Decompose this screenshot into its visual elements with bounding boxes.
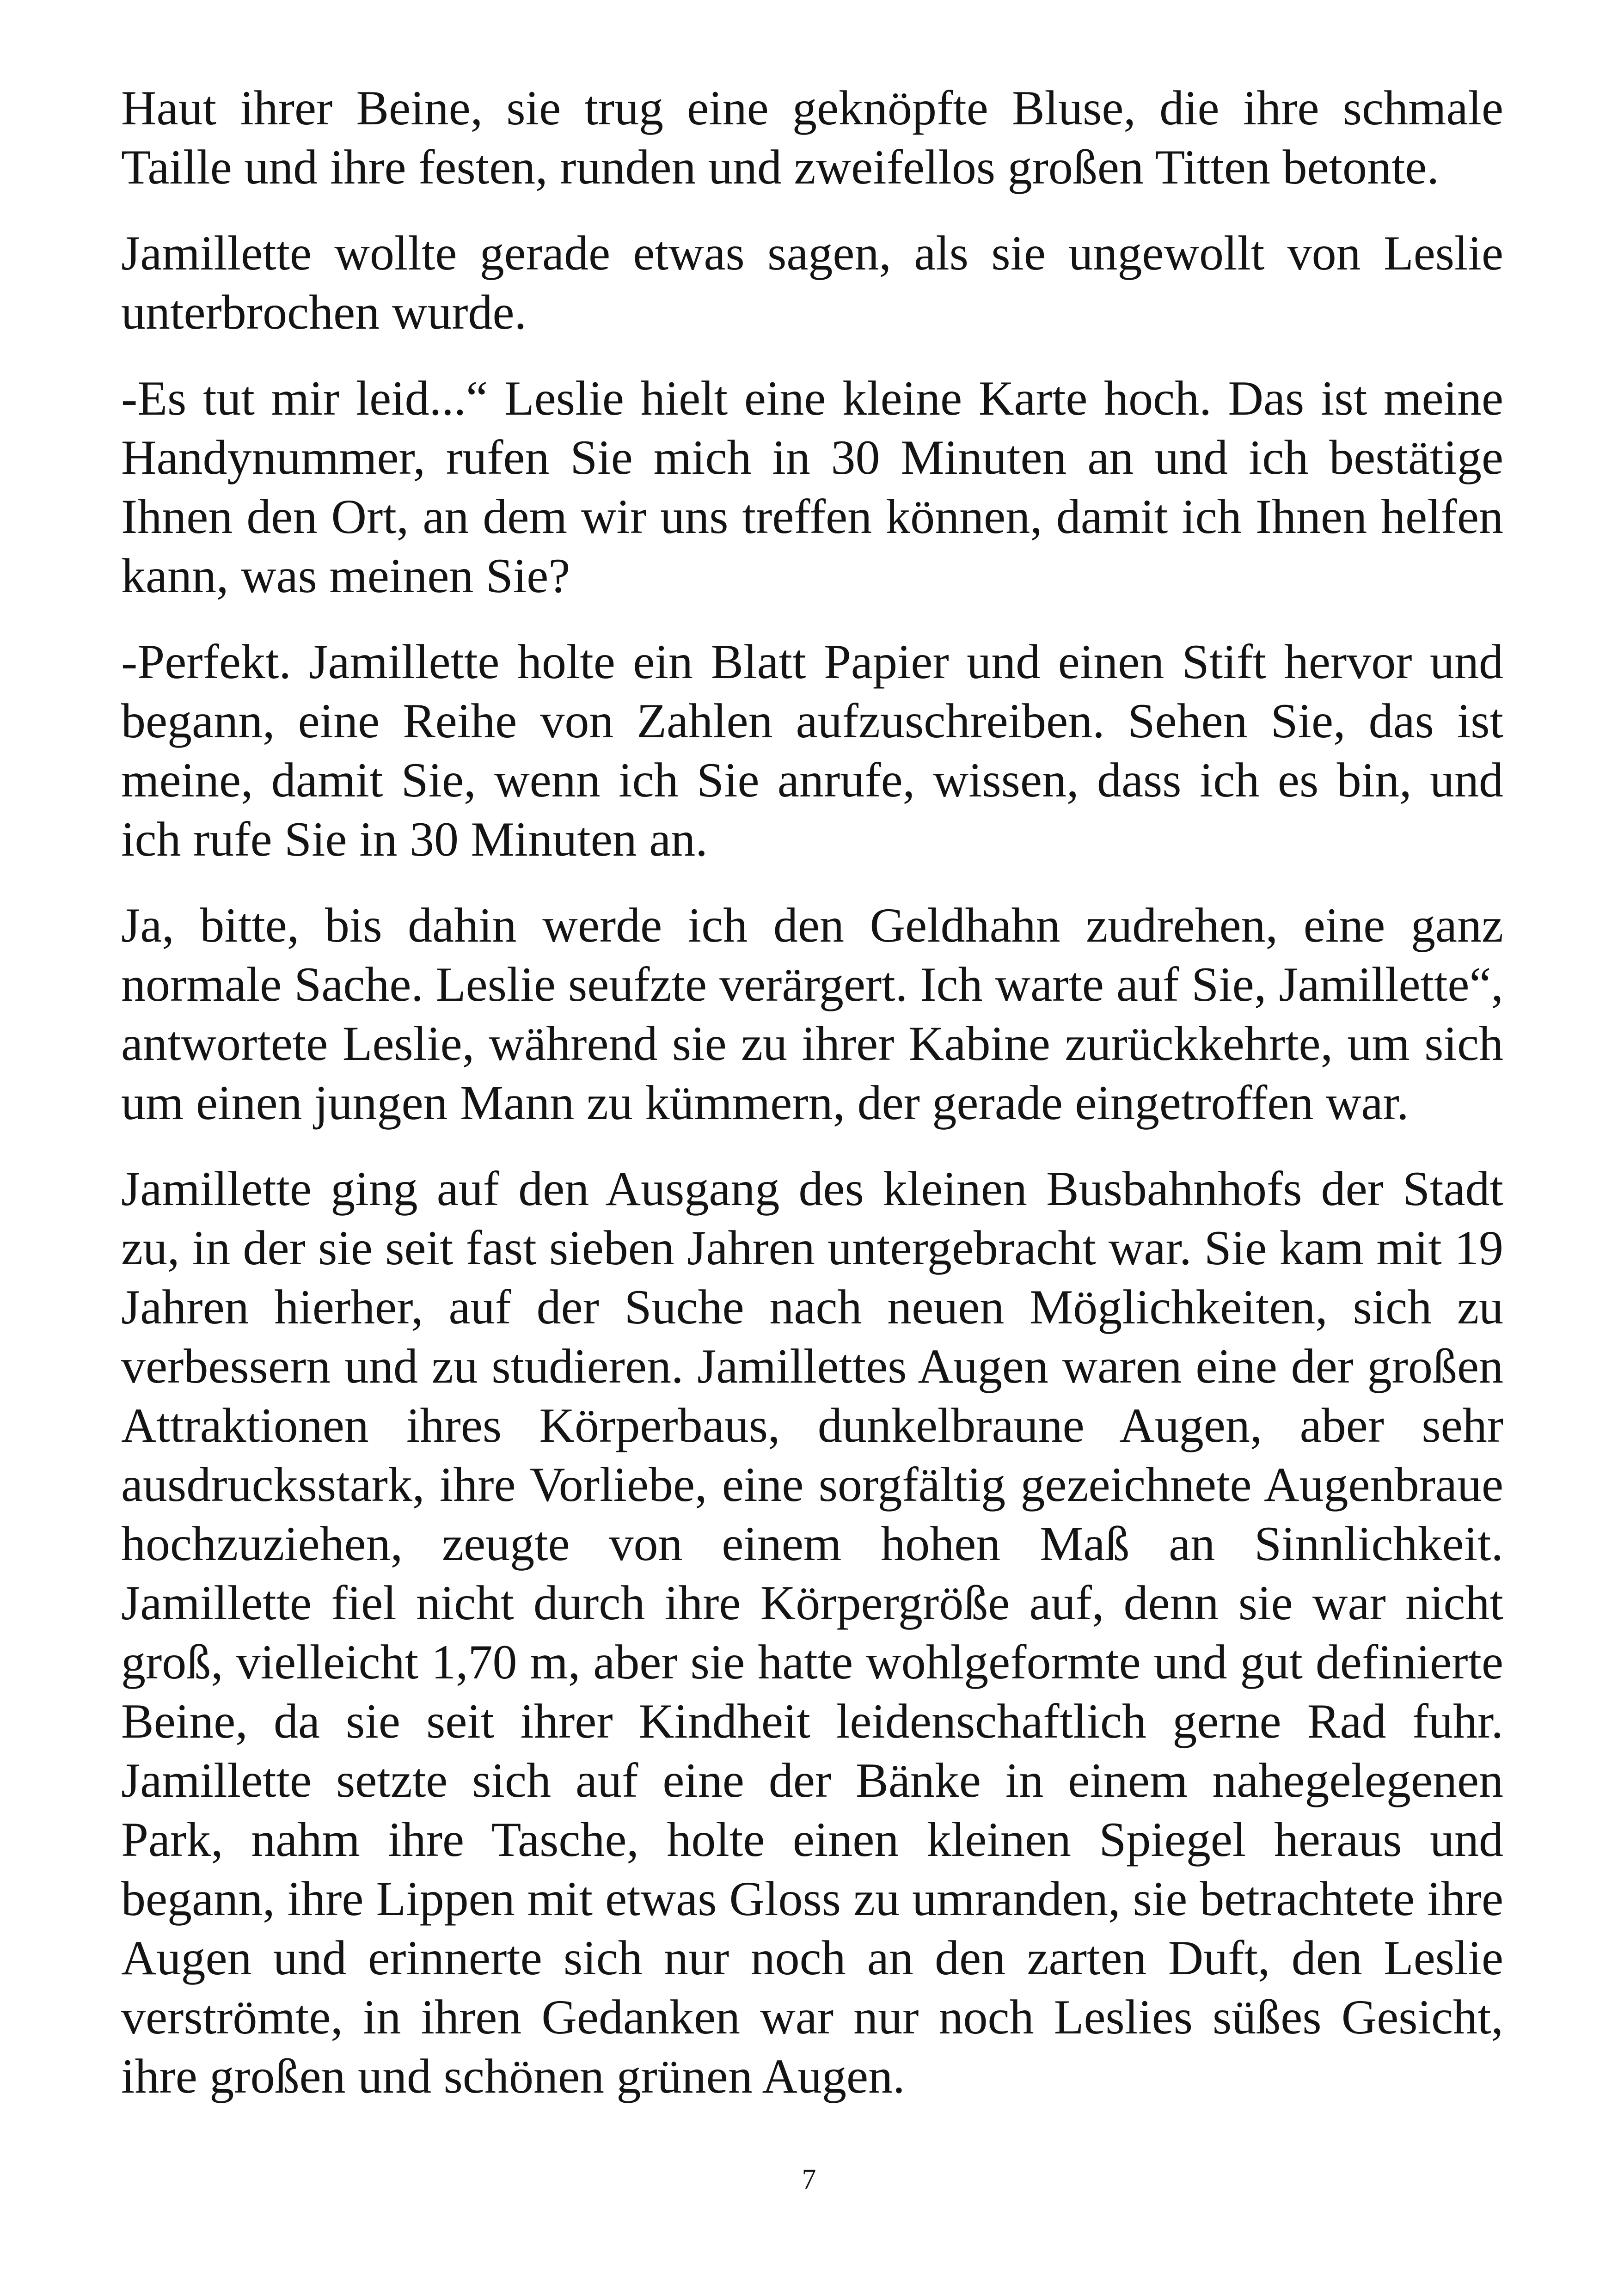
page-body — [121, 79, 1503, 2106]
paragraph: -Perfekt. Jamillette holte ein Blatt Papier und einen Stift hervor und begann, eine Reihe von Zahlen aufzuschreiben. Sehen Sie, das ist meine, damit Sie, wenn ich Sie anrufe, wissen, dass ich es bin, und ich rufe Sie in 30 Minuten an. — [121, 635, 1503, 866]
paragraph: -Es tut mir leid...“ Leslie hielt eine kleine Karte hoch. Das ist meine Handynummer, rufen Sie mich in 30 Minuten an und ich bestätige Ihnen den Ort, an dem wir uns treffen können, damit ich Ihnen helfen kann, was meinen Sie? — [121, 371, 1503, 603]
paragraph: Jamillette ging auf den Ausgang des kleinen Busbahnhofs der Stadt zu, in der sie seit fast sieben Jahren untergebracht war. Sie kam mit 19 Jahren hierher, auf der Suche nach neuen Möglichkeiten, sich zu verbessern und zu studieren. Jamillettes Augen waren eine der großen Attraktionen ihres Körperbaus, dunkelbraune Augen, aber sehr ausdrucksstark, ihre Vorliebe, eine sorgfältig gezeichnete Augenbraue hochzuziehen, zeugte von einem hohen Maß an Sinnlichkeit. Jamillette fiel nicht durch ihre Körpergröße auf, denn sie war nicht groß, vielleicht 1,70 m, aber sie hatte wohlgeformte und gut definierte Beine, da sie seit ihrer Kindheit leidenschaftlich gerne Rad fuhr. Jamillette setzte sich auf eine der Bänke in einem nahegelegenen Park, nahm ihre Tasche, holte einen kleinen Spiegel heraus und begann, ihre Lippen mit etwas Gloss zu umranden, sie betrachtete ihre Augen und erinnerte sich nur noch an den zarten Duft, den Leslie verströmte, in ihren Gedanken war nur noch Leslies süßes Gesicht, ihre großen und schönen grünen Augen. — [121, 1162, 1503, 2103]
paragraph: Jamillette wollte gerade etwas sagen, als sie ungewollt von Leslie unterbrochen wurde. — [121, 226, 1503, 339]
paragraph: Ja, bitte, bis dahin werde ich den Geldhahn zudrehen, eine ganz normale Sache. Leslie seufzte verärgert. Ich warte auf Sie, Jamillette“, antwortete Leslie, während sie zu ihrer Kabine zurückkehrte, um sich um einen jungen Mann zu kümmern, der gerade eingetroffen war. — [121, 898, 1503, 1130]
page-number: 7 — [802, 2164, 816, 2195]
paragraph: Haut ihrer Beine, sie trug eine geknöpfte Bluse, die ihre schmale Taille und ihre festen, runden und zweifellos großen Titten betonte. — [121, 81, 1503, 194]
